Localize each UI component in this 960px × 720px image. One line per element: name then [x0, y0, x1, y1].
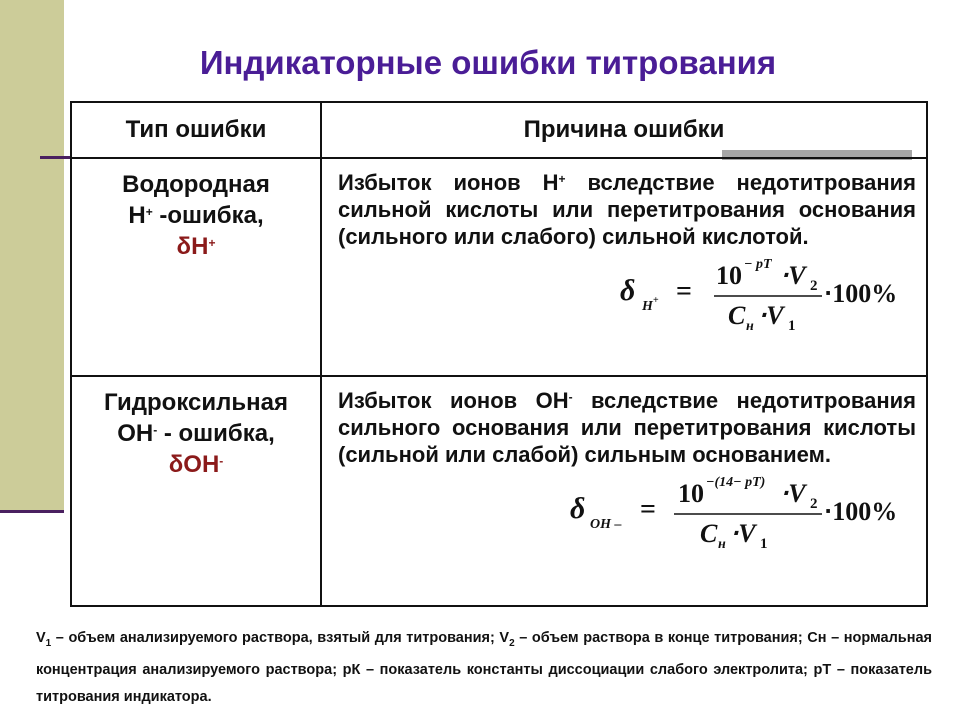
error-type-name: Гидроксильная — [104, 389, 288, 416]
error-cause-text: Избыток ионов OH- вследствие недотитрования сильного основания или перетитрования кислоты (сильной или слабой) сильным основанием. — [338, 388, 917, 467]
error-cause-cell — [321, 376, 927, 606]
error-symbol: δOH- — [168, 451, 224, 478]
formula-sub-sup: + — [653, 295, 659, 306]
error-type-cell — [71, 376, 321, 606]
column-header-cause: Причина ошибки — [321, 102, 927, 158]
formula-h-svg — [616, 250, 916, 332]
table-header-row — [71, 102, 927, 158]
formula-num-sub: 2 — [810, 278, 818, 294]
decorative-side-line — [0, 510, 64, 513]
error-cause-cell — [321, 158, 927, 376]
legend-note: $V_1$ – объем анализируемого раствора, взятый для титрования; $V_2$ – объем раствора в конце титрования; Сн – нормальная концентрация анализируемого раствора; рК – показатель константы диссоциации слабого электролита; рТ – показатель титрования индикатора. — [36, 630, 933, 705]
formula-den-sub: 1 — [788, 318, 796, 332]
formula-num-mult: ⋅V — [780, 479, 806, 508]
formula-den-mult: ⋅V — [758, 301, 784, 330]
formula-num-sub: 2 — [810, 496, 818, 512]
formula-num-exp: − pT — [744, 257, 772, 272]
formula-den-c: C — [700, 519, 718, 548]
page-title: Индикаторные ошибки титрования — [199, 44, 777, 81]
decorative-rule — [40, 156, 72, 159]
formula-num-mult: ⋅V — [780, 261, 806, 290]
formula-equals: = — [676, 276, 692, 307]
error-type-cell — [71, 158, 321, 376]
formula-oh-svg — [566, 468, 916, 550]
error-type-ion: H+ -ошибка, — [128, 202, 264, 229]
formula-delta: δ — [570, 492, 586, 525]
error-type-ion: OH- - ошибка, — [117, 420, 275, 447]
formula-oh — [338, 468, 916, 550]
formula-den-sub: 1 — [760, 536, 768, 550]
formula-sub: OH – — [590, 517, 622, 532]
formula-equals: = — [640, 494, 656, 525]
formula-num-exp: −(14− pT) — [706, 475, 766, 490]
formula-den-c: C — [728, 301, 746, 330]
formula-tail: ⋅100% — [824, 497, 898, 526]
formula-den-c-sub: н — [746, 319, 754, 332]
formula-delta: δ — [620, 274, 636, 307]
formula-sub: H — [642, 299, 653, 314]
table-row — [71, 376, 927, 606]
table-row — [71, 158, 927, 376]
column-header-type: Тип ошибки — [71, 102, 321, 158]
error-type-name: Водородная — [122, 171, 270, 198]
errors-table — [70, 101, 928, 607]
formula-h — [338, 250, 916, 332]
formula-den-c-sub: н — [718, 537, 726, 550]
formula-num-base: 10 — [678, 479, 704, 508]
formula-tail: ⋅100% — [824, 279, 898, 308]
formula-den-mult: ⋅V — [730, 519, 756, 548]
error-cause-text: Избыток ионов H+ вследствие недотитрования сильной кислоты или перетитрования основания (сильного или слабого) сильной кислотой. — [338, 170, 917, 249]
formula-num-base: 10 — [716, 261, 742, 290]
error-symbol: δH+ — [176, 233, 216, 260]
